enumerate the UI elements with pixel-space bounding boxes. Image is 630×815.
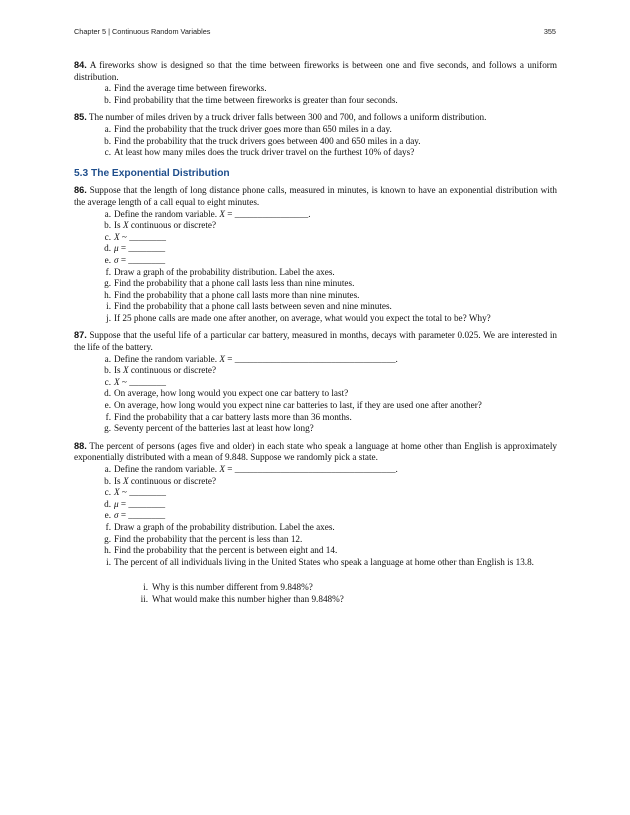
list-item: g. Find the probability that the percent is less than 12. <box>104 533 303 544</box>
question-number: 85. <box>74 112 87 123</box>
question-88 <box>74 441 557 464</box>
question-text: A fireworks show is designed so that the time between fireworks is between one and five seconds, and follows a uniform distribution. <box>74 60 557 82</box>
list-item: b. Is X continuous or discrete? <box>104 475 217 486</box>
list-item: b. Find probability that the time between fireworks is greater than four seconds. <box>104 94 398 105</box>
question-text: The number of miles driven by a truck driver falls between 300 and 700, and follows a uniform distribution. <box>88 112 487 123</box>
section-heading: 5.3 The Exponential Distribution <box>74 167 230 179</box>
list-item: h. Find the probability that a phone call lasts more than nine minutes. <box>104 289 360 300</box>
question-86 <box>74 185 557 208</box>
question-85 <box>74 112 557 124</box>
question-number: 86. <box>74 185 87 196</box>
list-item: i. Find the probability that a phone call lasts between seven and nine minutes. <box>106 301 392 312</box>
list-item: h. Find the probability that the percent is between eight and 14. <box>104 545 338 556</box>
list-item: d. μ = ________ <box>104 243 166 254</box>
list-item: b. Is X continuous or discrete? <box>104 220 217 231</box>
page-content <box>74 58 557 606</box>
list-item: c. X ~ ________ <box>104 231 166 242</box>
question-88-parts <box>74 464 557 568</box>
list-item: a. Find the average time between fireworks. <box>104 83 267 94</box>
list-item: f. Find the probability that a car battery lasts more than 36 months. <box>105 411 352 422</box>
question-84-parts <box>74 83 557 106</box>
list-item: b. Is X continuous or discrete? <box>104 365 217 376</box>
list-item: f. Draw a graph of the probability distribution. Label the axes. <box>105 521 335 532</box>
list-item: a. Define the random variable. X = ___________________________________. <box>104 464 398 474</box>
list-item: c. X ~ ________ <box>104 376 166 387</box>
page-number: 355 <box>543 27 556 36</box>
list-item: a. Find the probability that the truck driver goes more than 650 miles in a day. <box>104 123 392 134</box>
list-item: g. Find the probability that a phone call lasts less than nine minutes. <box>104 278 355 289</box>
question-85-parts <box>74 124 557 159</box>
question-number: 87. <box>74 330 87 341</box>
list-item: i. Why is this number different from 9.848%? <box>143 582 313 593</box>
question-87-parts <box>74 354 557 435</box>
question-87 <box>74 330 557 353</box>
question-84 <box>74 60 557 83</box>
list-item: g. Seventy percent of the batteries last at least how long? <box>104 423 314 434</box>
list-item: e. σ = ________ <box>104 510 166 521</box>
question-text: Suppose that the useful life of a particular car battery, measured in months, decays with parameter 0.025. We are interested in the life of the battery. <box>74 330 557 353</box>
question-text: The percent of persons (ages five and older) in each state who speak a language at home other than English is approximately exponentially distributed with a mean of 9.848. Suppose we randomly pick a state. <box>74 440 557 463</box>
question-88-subparts <box>74 582 557 605</box>
list-item: b. Find the probability that the truck drivers goes between 400 and 650 miles in a day. <box>104 135 421 146</box>
list-item: d. On average, how long would you expect one car battery to last? <box>104 388 349 399</box>
question-text: Suppose that the length of long distance phone calls, measured in minutes, is known to have an exponential distribution with the average length of a call equal to eight minutes. <box>74 185 557 207</box>
question-number: 88. <box>74 440 87 451</box>
question-number: 84. <box>74 60 87 70</box>
list-item: a. Define the random variable. X = ________________. <box>104 208 311 219</box>
list-item: e. σ = ________ <box>104 254 166 265</box>
list-item: c. X ~ ________ <box>104 487 166 498</box>
list-item: a. Define the random variable. X = ___________________________________. <box>104 353 398 364</box>
list-item: f. Draw a graph of the probability distribution. Label the axes. <box>105 266 335 277</box>
list-item: i. The percent of all individuals living in the United States who speak a language at home other than English is 13.8. <box>106 556 534 567</box>
running-header-chapter: Chapter 5 | Continuous Random Variables <box>74 27 211 36</box>
list-item: ii. What would make this number higher than 9.848%? <box>140 593 344 604</box>
list-item: c. At least how many miles does the truck driver travel on the furthest 10% of days? <box>104 147 415 158</box>
list-item: j. If 25 phone calls are made one after another, on average, what would you expect the total to be? Why? <box>106 312 491 323</box>
question-86-parts <box>74 209 557 325</box>
list-item: d. μ = ________ <box>104 498 166 509</box>
list-item: e. On average, how long would you expect nine car batteries to last, if they are used one after another? <box>104 400 482 411</box>
